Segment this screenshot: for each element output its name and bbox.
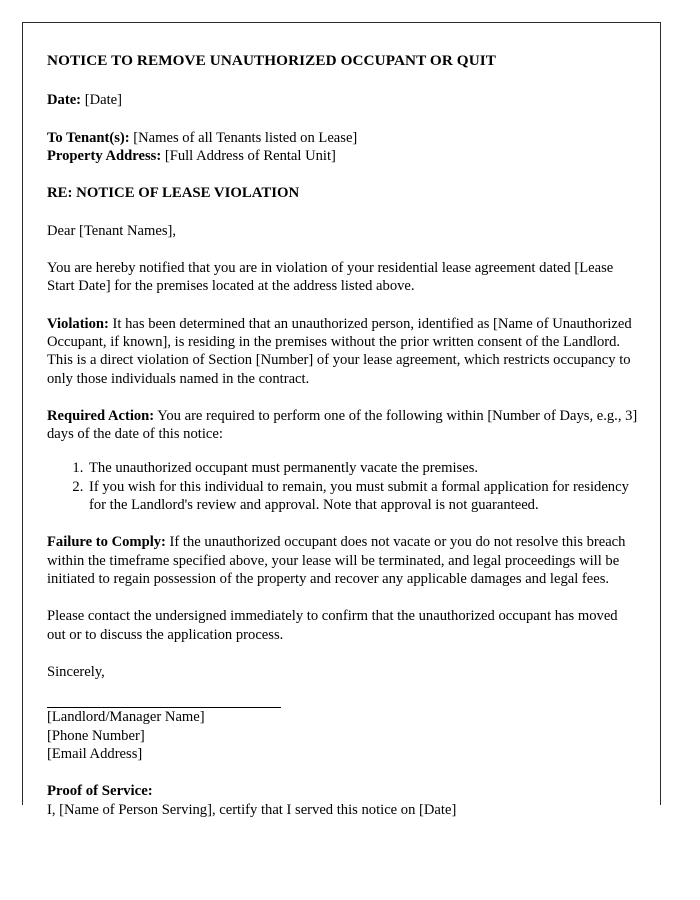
proof-of-service-text: I, [Name of Person Serving], certify that I served this notice on [Date] <box>47 801 457 818</box>
to-tenants-line <box>47 129 639 147</box>
property-address-line <box>47 147 639 165</box>
property-address-label: Property Address: <box>47 147 162 164</box>
intro-paragraph: You are hereby notified that you are in violation of your residential lease agreement dated [Lease Start Date] for the premises located at the address listed above. <box>47 259 614 295</box>
required-action-paragraph <box>47 407 639 444</box>
to-tenants-label: To Tenant(s): <box>47 129 130 146</box>
closing: Sincerely, <box>47 663 105 680</box>
date-label: Date: <box>47 92 82 109</box>
date-line <box>47 91 639 109</box>
failure-to-comply-label: Failure to Comply: <box>47 534 166 551</box>
list-item: 2. If you wish for this individual to remain, you must submit a formal application for residency for the Landlord's review and approval. Note that approval is not guaranteed. <box>87 478 639 515</box>
signature-block <box>47 708 639 763</box>
document-body <box>47 23 639 818</box>
violation-paragraph <box>47 315 639 388</box>
required-action-text: You are required to perform one of the following within [Number of Days, e.g., 3] days of the date of this notice: <box>47 407 638 443</box>
action-items-list <box>47 459 639 514</box>
list-item: 1. The unauthorized occupant must permanently vacate the premises. <box>87 459 639 477</box>
contact-paragraph: Please contact the undersigned immediately to confirm that the unauthorized occupant has moved out or to discuss the application process. <box>47 608 618 643</box>
required-action-label: Required Action: <box>47 407 155 424</box>
document-page <box>22 22 661 818</box>
salutation: Dear [Tenant Names], <box>47 222 177 239</box>
page-title: NOTICE TO REMOVE UNAUTHORIZED OCCUPANT OR QUIT <box>47 52 497 69</box>
failure-to-comply-text: If the unauthorized occupant does not vacate or you do not resolve this breach within the timeframe specified above, your lease will be terminated, and legal proceedings will be initiated to regain possession of the property and recover any applicable damages and legal fees. <box>47 534 626 588</box>
property-address-value: [Full Address of Rental Unit] <box>164 147 336 164</box>
signature-phone: [Phone Number] <box>47 727 145 744</box>
violation-label: Violation: <box>47 315 109 332</box>
date-value: [Date] <box>84 92 122 109</box>
proof-of-service-heading: Proof of Service: <box>47 783 153 800</box>
signature-email: [Email Address] <box>47 746 143 763</box>
failure-to-comply-paragraph <box>47 533 639 588</box>
violation-text: It has been determined that an unauthorized person, identified as [Name of Unauthorized Occupant, if known], is residing in the premises without the prior written consent of the Landlord. This is a direct violation of Section [Number] of your lease agreement, which restricts occupancy to only those individuals named in the contract. <box>47 315 632 387</box>
re-line: RE: NOTICE OF LEASE VIOLATION <box>47 185 300 202</box>
signature-name: [Landlord/Manager Name] <box>47 709 205 726</box>
to-tenants-value: [Names of all Tenants listed on Lease] <box>133 129 358 146</box>
